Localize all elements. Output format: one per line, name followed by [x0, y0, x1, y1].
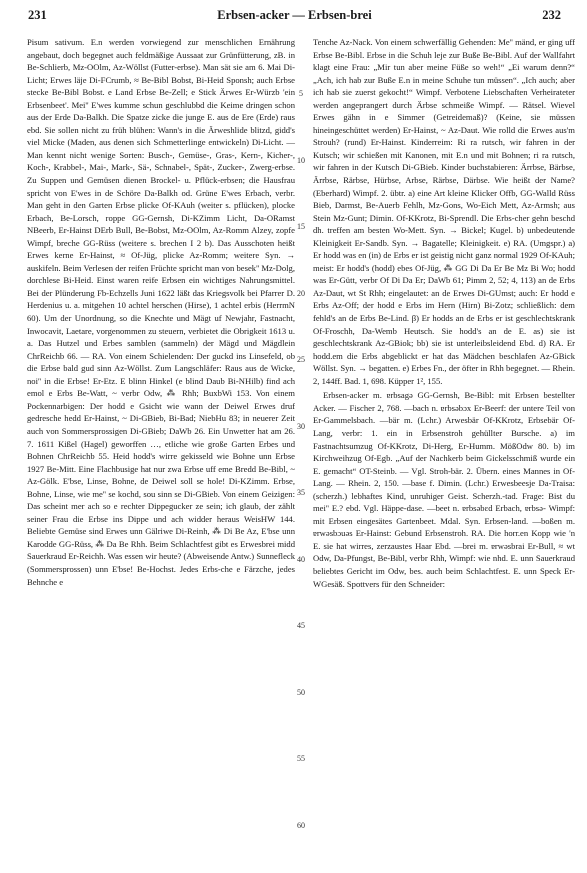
- running-title: Erbsen-acker — Erbsen-brei: [217, 8, 372, 22]
- page-number-left: 231: [28, 8, 47, 22]
- right-column: [313, 36, 575, 590]
- line-number: 60: [297, 820, 305, 830]
- line-number: 30: [297, 421, 305, 431]
- right-column-text: Tenche Az-Nack. Von einem schwerfällig Gehenden: Me'' mänd, er ging uff Erbse Be-Bibl. Erbse in die Schuh leje zur Buße Be-Bibl. Auf der Wallfahrt klagt eine Frau: „Mir tun aber meine Füße so weh!“ „Ei warum denn?“ „Ach, ich hab zur Buße E.n in meine Schuhe tun müssen“. „Ich auch; aber ich hab sie zuerst gekocht!“ Wimpf. Verbotene Liebschaften Verheirateter werden angeprangert durch Ärbse schmeiße Wimpf. — Rätsel. Wievel Erwes gähn in e Simmer (Getreidemaß)? (Keine, sie müssen hineingeschüttet werden) Er-Hainst, ~ Az-Daut. Wie rolld die Erwes aus'm Strouh? (rund) Er-Hainst. Kinderreim: Ri ra rutsch, wir fahren in der Kutsch; wir schießen mit Kanonen, mit E.n und mit Bohnen; ri ra rutsch, wir fahren in der Kutsch Di-GBieb. Kinder buchstabieren: Ärrbse, Bärbse, Ärrbse, Rärbse, Hürbse, Arbse, Rärbse, Därbse. Wie heißt der Name? (Eberhard) Wimpf. 2. übtr. a) eine Art kleine Klicker Offb, GG-Walld Rüss Bieb, Darmst, Be-Auerb Fehlh, Mz-Gons, Wo-Eich Mett, Az-Armsh; aus Stein Mz-Gunt; Dimin. Of-KKrotz, Bi-Sprendl. Die Erbs-cher gehn beschd dh. treffen am besten Wo-Mett. Syn. → Bickel; Kugel. b) unbedeutende Kleinigkeit Er-Sandb. Syn. → Bagatelle; Kleinigkeit. e) RA. (Umgspr.) a) Er hodd was en (in) de Erbs er ist geistig nicht ganz normal 1929 Of-KAuh; meist: Er hodd's (hodd) ebes Of-Jüg, ⁂ GG Di Da Er Be Mz Bi Wo; hodd was Er-Gütt, verbr Of Di Da Er; DaWb 61; Pimm 2, 52; 4, 113) an de Erbs Az-Daut, wt St Rhh; eingelautet: an de Erwes Di-GUmst; auch: Er hodd e Erbs Az-Off; der hodd e Erbs im Hern (Hirn) Bi-Zotz; schließlich: dem fehld's an de Erbs Be-Lind. β) Er hodds an de Erbs er ist geschlechtskrank Of-Froschh, Da-Wemb Heutsch. Sie hodd's an de E. as) sie ist geschlechtskrank Az-GBiok; bb) sie ist unterleibsleidend Ebd. d) RA. Er hodd.em die Erbs abgeblickt er hat das Mädchen beschlafen Az-GBick Wöllst. Syn. → begatten. e) Erbes Fn., der öfter in Rhh begegnet. — Rhein. 2, 144ff. Bad. 1, 698. Küpper 1², 155.: [313, 37, 575, 386]
- line-number: 5: [299, 89, 303, 99]
- running-header: [28, 8, 561, 24]
- page-number-right: 232: [542, 8, 561, 22]
- line-number: 15: [297, 222, 305, 232]
- line-number: 35: [297, 488, 305, 498]
- left-column-text: Pisum sativum. E.n werden vorwiegend zur menschlichen Ernährung angebaut, doch begegnet auch feldmäßige Aussaat zur Grünfütterung, zB. in Be-Schlierb, Mz-OOlm, Az-Wöllst (Futter-erbse). Man sät sie am 6. Mai Di-Licht; Erwes läje Di-FCrumb, ≈ Be-Bibl Bobst, Bi-Heid Sponsh; auch Erbse stecke Be-Bibl Bobst. e Land Erbse Be-Zell; e Stick Ärwes Er-Würzb 'ein Erbsenbeet'. Mei'' E'wes kumme schun geschlubbd die Keime dringen schon aus der Erde Da-Balkh. Die Spatze zicke die junge E. aus de Ere (Erde) raus ebd. Sie sollen nicht zu früh blühen: Wann's in die Ärweshlide blitzd, gidd's viel Micke (Maden, aus denen sich Schmetterlinge entwickeln) Di-Licht. — Man kennt nicht wenige Sorten: Busch-, Gemüse-, Gras-, Kern-, Kicher-, Koch-, Krabbel-, Mai-, Mark-, Sä-, Schnabel-, Spät-, Zucker-, Zwerg-erbse. Zu Suppen und Gemüsen dienen Brockel- u. Pflück-erbsen; die Hausfrau spricht von E'wes in de Schöre Da-Balkh od. Grüne E'wes Erbach, verbr. Man geht in den Garten Erbse plicke Of-KAuh (weiter s. pflücken), plocke Erbach, Be-Lorsch, roppe GG-Gernsh, Di-KZimm Licht, Da-ORamst NBeerb, Er-Hainst DErb Bull, Be-Bobst, Mz-OOlm, Az-Romm Alzey, zopfe Wimpf, breche GG-Rüss (weitere s. brechen I 2 b). Das Ausschoten heißt Erwes kerne Er-Hainst, ≈ Of-Jüg, plicke Az-Romm; weitere Syn. → auskifeln. Beim Verlesen der reifen Früchte spricht man von besek'' Mz-Dolg, dorchlese Bi-Heid. Einst waren reife Erbsen ein wichtiges Nahrungsmittel. Bei der Plünderung Fb-Echzells Juni 1622 läßt das Kriegsvolk bei Pfarrer D. Herdenius u. a. mitgehen 10 achtel herschen (Hirse), 1 achtel erbis (HerrmN 60). Um der Unordnung, so die Knechte und Mägt uf Newjahr, Fastnacht, Inwocavit, Laetare, vorgenommen zu steuern, verbietet die Obrigkeit 1613 u. a. Das Hutzel und Erbes samblen (sammeln) der Mägd und Mägdlein ChrReichb 66. — RA. Von einem Schielenden: Der guckd ins Linsefeld, ob die Erbse bald gud sinn Az-Wöllst. Zum Langschläfer: Raus aus de Wicke, noi'' in die Erbse! Er-Etz. E blinn Hinkel (e blind Daub Bi-NHilb) find ach emol e Erbs Be-Watt, ~ verbr Odw, ⁂ Rhh; BuxbWi 153. Von einem Pockennarbigen: Der hodd e Gsicht wie wann der Deiwel Erwes druf gedresche hedd Er-Hainst, ~ Di-GBieb, Bi-Bad; NiebHu 83; in neuerer Zeit auch von Sommersprossigen Di-GBieb; DaWb 26. Ein Unwetter hat am 26. 7. 1611 Kißel (Hagel) geworffen …, etliche wie große Garten Erbes und Bohnen ChrReichb 55. Heid hodd's wirre gekisseld wie Bohne unn Erbse 1927 Be-Mitt. Eine Flachbusige hat nur zwa Erbse uff eme Bredd Be-Bibl, ~ Az-Gölk. E'bse, Linse, Bohne, de Deiwel soll se hole! Di-KZimm. Erbse, Bohne, Linse, wie me'' se kochd, sou sinn se Di-GBieb. Von einem Geizigen: Das scheint mer ach so e rechter Dippegucker ze sein; ich glaub, der zählt seiner Frau die Erbse ins Dippe und ach widder heraus WeisHW 144. Beliebte Gemüse sind Erwes unn Gälriwe Di-Reinh, ⁂ Di Be Az, E'bse unn Karodde GG-Rüss, ⁂ Da Be Rhh. Beim Schlachtfest gibt es Erwesbrei midd Sauerkraud Er-Reichh. Was essen wir heute? (Abweisende Antw.) Sunnefleck (Sommersprossen) unn E'bse! Be-Hochst. Jedes Erbs-che e Färzche, jedes Behnche e: [27, 37, 295, 587]
- line-number: 45: [297, 621, 305, 631]
- line-number: 55: [297, 754, 305, 764]
- line-number: 20: [297, 288, 305, 298]
- line-number: 10: [297, 155, 305, 165]
- entry-erbsen-acker: Erbsen-acker m. ɐrbsagə GG-Gernsh, Be-Bibl: mit Erbsen bestellter Acker. — Fischer 2, 768. —bach n. ɐrbsəbɔx Er-Beerf: der untere Teil von Er-Gammelsbach. —bär m. (Lchr.) Arwesbär Of-KKrotz, Erbsebär Of-Lang, verbr: 1. ein in Erbsenstroh gehüllter Bursche. a) im Fastnachtsumzug Of-KKrotz, Di-Herg, Er-Humm. MößOdw 80. b) im Kirchweihzug Of-Egb. „Auf der Nachkerb beim Gickelsschmiß wurde ein E. gemacht“ OT-Steinb. — Vgl. Stroh-bär. 2. Übern. eines Mannes in Of-Lang. — Rhein. 2, 150. —base f. Dimin. (Lchr.) Erwesbeesje Da-Traisa: (scherzh.) lebhaftes Kind, unruhiger Geist. Scherzh.-tad. Frage: Bist du mei'' E.? ebd. Vgl. Häppe-dase. —beet n. ɐrbsəbɛd Erbach, ɐrbsə- Wimpf: mit Erbsen eingesätes Gartenbeet. Mdal. Syn. Erbsen-land. —boßen m. ɐrwəsbɔuəs Er-Hainst: Gebund Erbsenstroh. RA. Die horr.en Kopp wie 'n E. sie hat wirres, zerzaustes Haar Ebd. —brei m. ɐrwəsbrai Er-Bull, ≈ wt Odw, Da-Pfungst, Be-Bibl, verbr Rhh, Wimpf: wie nhd. E. unn Sauerkraud beliebtes Gericht im Odw, bes. auch beim Schlachtfest. E. unn Speck Er-WGesäß. Spottvers für den Schneider:: [313, 390, 575, 589]
- left-column: [27, 36, 295, 588]
- line-number: 25: [297, 355, 305, 365]
- line-number: 50: [297, 687, 305, 697]
- line-number: 40: [297, 554, 305, 564]
